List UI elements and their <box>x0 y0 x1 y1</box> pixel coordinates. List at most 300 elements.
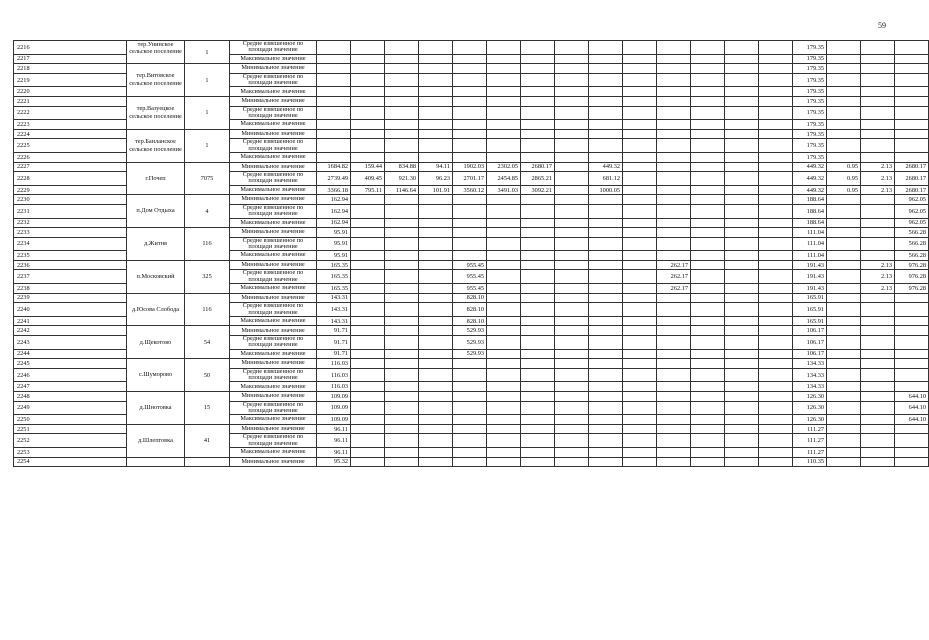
value-cell <box>861 54 895 64</box>
value-cell <box>827 336 861 350</box>
value-cell <box>657 457 691 467</box>
value-cell: 1000.05 <box>589 185 623 195</box>
value-cell <box>521 284 555 294</box>
value-cell <box>351 251 385 261</box>
value-cell <box>453 54 487 64</box>
value-cell <box>827 326 861 336</box>
value-cell <box>623 457 657 467</box>
value-cell <box>419 401 453 415</box>
value-cell <box>895 152 929 162</box>
value-cell <box>623 73 657 87</box>
value-cell <box>453 251 487 261</box>
value-cell <box>589 359 623 369</box>
value-cell <box>419 64 453 74</box>
value-cell <box>827 392 861 402</box>
location-cell: тер.Унинское сельское поселение <box>127 41 185 64</box>
value-cell <box>385 204 419 218</box>
value-cell <box>623 434 657 448</box>
value-cell: 2.13 <box>861 284 895 294</box>
value-cell <box>691 204 725 218</box>
value-cell <box>555 139 589 153</box>
value-cell <box>555 349 589 359</box>
value-cell <box>419 129 453 139</box>
value-cell: 529.93 <box>453 349 487 359</box>
value-cell <box>691 336 725 350</box>
value-cell <box>555 106 589 120</box>
value-cell <box>385 401 419 415</box>
value-cell <box>487 392 521 402</box>
row-number-cell: 2221 <box>14 96 127 106</box>
value-cell <box>759 434 793 448</box>
value-cell <box>725 336 759 350</box>
value-cell <box>487 270 521 284</box>
value-cell <box>351 129 385 139</box>
value-cell <box>555 270 589 284</box>
value-cell <box>555 424 589 434</box>
data-table <box>13 40 929 467</box>
value-cell <box>827 218 861 228</box>
value-cell <box>521 129 555 139</box>
value-cell <box>385 152 419 162</box>
value-cell <box>691 41 725 55</box>
value-cell <box>657 382 691 392</box>
value-cell <box>861 457 895 467</box>
value-cell <box>657 434 691 448</box>
value-cell <box>759 251 793 261</box>
value-cell <box>317 54 351 64</box>
value-cell <box>657 41 691 55</box>
row-number-cell: 2219 <box>14 73 127 87</box>
value-type-cell: Минимальное значение <box>230 129 317 139</box>
value-cell: 165.35 <box>317 284 351 294</box>
value-cell: 2680.17 <box>521 162 555 172</box>
value-cell <box>657 87 691 97</box>
value-type-cell: Минимальное значение <box>230 64 317 74</box>
value-cell <box>385 96 419 106</box>
value-cell <box>419 424 453 434</box>
value-cell <box>385 270 419 284</box>
value-cell: 566.28 <box>895 237 929 251</box>
value-cell <box>589 87 623 97</box>
value-cell <box>725 87 759 97</box>
value-cell <box>521 54 555 64</box>
value-cell <box>827 368 861 382</box>
value-cell <box>623 129 657 139</box>
value-cell <box>385 457 419 467</box>
value-cell <box>657 359 691 369</box>
value-cell <box>521 270 555 284</box>
value-cell <box>351 293 385 303</box>
value-cell: 681.12 <box>589 172 623 186</box>
population-cell: 15 <box>185 392 230 425</box>
value-cell <box>623 284 657 294</box>
value-cell <box>691 237 725 251</box>
value-cell <box>589 415 623 425</box>
value-cell <box>827 129 861 139</box>
value-cell <box>861 447 895 457</box>
value-cell <box>419 336 453 350</box>
value-cell <box>317 41 351 55</box>
value-cell: 111.04 <box>793 228 827 238</box>
value-cell <box>623 336 657 350</box>
value-cell <box>827 401 861 415</box>
value-cell <box>861 41 895 55</box>
value-cell <box>759 303 793 317</box>
value-cell <box>691 368 725 382</box>
value-cell <box>385 64 419 74</box>
value-cell <box>385 434 419 448</box>
value-cell <box>521 139 555 153</box>
value-cell <box>555 96 589 106</box>
value-cell <box>759 293 793 303</box>
value-cell <box>827 120 861 130</box>
value-cell: 962.05 <box>895 218 929 228</box>
value-cell <box>351 54 385 64</box>
row-number-cell: 2225 <box>14 139 127 153</box>
value-cell <box>385 237 419 251</box>
value-cell <box>861 293 895 303</box>
value-cell <box>555 434 589 448</box>
value-cell <box>861 336 895 350</box>
value-cell: 179.35 <box>793 41 827 55</box>
value-cell <box>827 106 861 120</box>
value-cell <box>453 457 487 467</box>
value-cell <box>419 349 453 359</box>
value-cell <box>487 64 521 74</box>
value-cell <box>691 284 725 294</box>
value-cell: 2680.17 <box>895 185 929 195</box>
value-cell: 1684.82 <box>317 162 351 172</box>
value-cell <box>487 382 521 392</box>
value-cell <box>725 120 759 130</box>
value-cell <box>385 284 419 294</box>
value-cell: 3560.12 <box>453 185 487 195</box>
value-cell <box>895 349 929 359</box>
value-cell: 955.45 <box>453 284 487 294</box>
table-row <box>14 195 929 205</box>
value-cell: 143.31 <box>317 303 351 317</box>
value-cell <box>521 303 555 317</box>
value-cell <box>419 382 453 392</box>
value-cell <box>623 359 657 369</box>
value-cell <box>827 195 861 205</box>
value-cell <box>419 139 453 153</box>
value-cell <box>521 349 555 359</box>
value-cell <box>521 368 555 382</box>
value-cell <box>555 326 589 336</box>
value-cell <box>759 120 793 130</box>
value-cell <box>657 218 691 228</box>
value-cell <box>691 326 725 336</box>
value-cell <box>555 228 589 238</box>
value-cell <box>589 284 623 294</box>
value-cell <box>453 237 487 251</box>
value-cell: 955.45 <box>453 260 487 270</box>
value-cell <box>351 87 385 97</box>
value-cell <box>487 284 521 294</box>
population-cell: 116 <box>185 293 230 326</box>
value-type-cell: Минимальное значение <box>230 457 317 467</box>
value-cell <box>419 204 453 218</box>
value-type-cell: Минимальное значение <box>230 228 317 238</box>
value-cell <box>895 139 929 153</box>
value-cell <box>351 447 385 457</box>
value-cell <box>351 106 385 120</box>
value-cell <box>725 434 759 448</box>
value-type-cell: Максимальное значение <box>230 87 317 97</box>
value-cell <box>385 41 419 55</box>
value-type-cell: Минимальное значение <box>230 195 317 205</box>
value-cell <box>555 218 589 228</box>
value-cell <box>691 129 725 139</box>
value-cell <box>861 303 895 317</box>
location-cell: тер.Витовское сельское поселение <box>127 64 185 97</box>
value-cell <box>419 260 453 270</box>
value-cell: 96.11 <box>317 424 351 434</box>
population-cell: 1 <box>185 129 230 162</box>
value-cell <box>419 195 453 205</box>
value-cell <box>861 316 895 326</box>
value-cell <box>487 41 521 55</box>
table-row <box>14 392 929 402</box>
value-cell <box>453 382 487 392</box>
location-cell: п.Московский <box>127 260 185 293</box>
value-cell <box>725 228 759 238</box>
value-cell: 109.09 <box>317 392 351 402</box>
value-cell <box>453 368 487 382</box>
value-cell <box>589 349 623 359</box>
value-cell <box>895 106 929 120</box>
value-cell: 179.35 <box>793 96 827 106</box>
value-cell: 179.35 <box>793 54 827 64</box>
value-cell <box>657 96 691 106</box>
value-cell <box>453 96 487 106</box>
value-cell <box>691 172 725 186</box>
row-number-cell: 2234 <box>14 237 127 251</box>
row-number-cell: 2227 <box>14 162 127 172</box>
value-cell <box>521 392 555 402</box>
value-cell <box>623 152 657 162</box>
value-cell: 165.35 <box>317 270 351 284</box>
value-cell <box>657 106 691 120</box>
value-cell: 188.64 <box>793 218 827 228</box>
value-cell <box>861 382 895 392</box>
value-cell: 134.33 <box>793 368 827 382</box>
value-cell <box>759 41 793 55</box>
value-cell: 111.27 <box>793 434 827 448</box>
value-cell <box>691 73 725 87</box>
population-cell: 1 <box>185 41 230 64</box>
value-cell <box>861 251 895 261</box>
value-cell: 94.11 <box>419 162 453 172</box>
value-cell <box>487 106 521 120</box>
location-cell: д.Шлепговка <box>127 424 185 457</box>
value-cell <box>895 336 929 350</box>
value-cell <box>657 172 691 186</box>
value-cell <box>589 237 623 251</box>
value-cell <box>589 96 623 106</box>
location-cell: тер.Вазуецкое сельское поселение <box>127 96 185 129</box>
value-cell <box>555 185 589 195</box>
value-cell <box>759 237 793 251</box>
value-cell <box>827 284 861 294</box>
value-cell <box>453 204 487 218</box>
value-cell <box>691 270 725 284</box>
value-cell <box>555 457 589 467</box>
table-row <box>14 64 929 74</box>
value-cell <box>521 251 555 261</box>
value-cell <box>623 54 657 64</box>
value-cell <box>725 218 759 228</box>
value-cell: 179.35 <box>793 120 827 130</box>
value-cell <box>725 415 759 425</box>
value-cell <box>589 326 623 336</box>
value-cell <box>691 218 725 228</box>
value-cell: 179.35 <box>793 73 827 87</box>
value-type-cell: Минимальное значение <box>230 424 317 434</box>
value-type-cell: Средне взвешенное по площади значение <box>230 139 317 153</box>
value-cell <box>453 228 487 238</box>
value-cell: 91.71 <box>317 349 351 359</box>
value-cell <box>725 185 759 195</box>
value-cell <box>827 349 861 359</box>
value-cell <box>827 87 861 97</box>
value-cell <box>555 251 589 261</box>
value-cell <box>691 359 725 369</box>
value-cell <box>419 73 453 87</box>
value-cell <box>555 447 589 457</box>
value-cell <box>725 326 759 336</box>
value-cell: 96.11 <box>317 434 351 448</box>
value-cell <box>487 316 521 326</box>
table-row <box>14 293 929 303</box>
value-cell <box>555 41 589 55</box>
value-cell <box>759 87 793 97</box>
value-cell <box>351 457 385 467</box>
value-cell <box>623 237 657 251</box>
population-cell: 54 <box>185 326 230 359</box>
value-cell <box>351 228 385 238</box>
value-cell <box>861 359 895 369</box>
value-cell <box>555 172 589 186</box>
value-cell <box>623 349 657 359</box>
value-cell <box>487 424 521 434</box>
value-cell: 2865.21 <box>521 172 555 186</box>
value-cell <box>623 96 657 106</box>
row-number-cell: 2222 <box>14 106 127 120</box>
value-cell: 116.03 <box>317 368 351 382</box>
value-cell <box>827 96 861 106</box>
value-cell: 262.17 <box>657 270 691 284</box>
value-cell <box>419 457 453 467</box>
value-cell <box>759 415 793 425</box>
value-cell <box>691 139 725 153</box>
row-number-cell: 2226 <box>14 152 127 162</box>
value-cell: 976.28 <box>895 284 929 294</box>
value-cell <box>453 152 487 162</box>
value-type-cell: Минимальное значение <box>230 326 317 336</box>
value-cell <box>589 457 623 467</box>
value-cell <box>725 73 759 87</box>
value-cell <box>419 120 453 130</box>
value-cell <box>385 218 419 228</box>
value-cell <box>521 457 555 467</box>
value-cell <box>895 359 929 369</box>
value-cell <box>725 237 759 251</box>
value-cell <box>589 382 623 392</box>
value-cell <box>759 401 793 415</box>
value-cell <box>623 204 657 218</box>
value-cell: 2.13 <box>861 172 895 186</box>
value-cell: 165.35 <box>317 260 351 270</box>
value-cell <box>895 64 929 74</box>
value-cell: 2680.17 <box>895 162 929 172</box>
value-type-cell: Средне взвешенное по площади значение <box>230 237 317 251</box>
value-cell: 179.35 <box>793 106 827 120</box>
value-cell <box>351 284 385 294</box>
population-cell: 1 <box>185 64 230 97</box>
value-cell <box>725 303 759 317</box>
value-cell <box>385 195 419 205</box>
value-cell <box>589 424 623 434</box>
value-cell <box>521 106 555 120</box>
value-cell <box>725 359 759 369</box>
value-cell: 110.35 <box>793 457 827 467</box>
value-cell <box>521 382 555 392</box>
value-cell <box>487 96 521 106</box>
value-cell <box>861 415 895 425</box>
value-cell <box>657 195 691 205</box>
value-cell <box>385 260 419 270</box>
value-cell <box>589 434 623 448</box>
value-cell <box>759 73 793 87</box>
value-cell <box>691 87 725 97</box>
value-cell <box>317 87 351 97</box>
value-cell: 106.17 <box>793 336 827 350</box>
value-cell: 0.95 <box>827 185 861 195</box>
row-number-cell: 2217 <box>14 54 127 64</box>
value-cell <box>385 424 419 434</box>
value-cell <box>351 260 385 270</box>
value-cell <box>385 87 419 97</box>
value-cell <box>657 447 691 457</box>
value-cell <box>691 260 725 270</box>
value-cell <box>827 73 861 87</box>
value-cell <box>759 195 793 205</box>
value-cell <box>521 64 555 74</box>
value-cell <box>419 228 453 238</box>
value-cell <box>351 349 385 359</box>
row-number-cell: 2220 <box>14 87 127 97</box>
value-cell <box>725 195 759 205</box>
value-cell <box>419 415 453 425</box>
value-cell <box>691 96 725 106</box>
value-type-cell: Максимальное значение <box>230 284 317 294</box>
value-cell <box>827 434 861 448</box>
value-cell <box>895 96 929 106</box>
value-cell: 529.93 <box>453 326 487 336</box>
value-cell <box>895 457 929 467</box>
row-number-cell: 2218 <box>14 64 127 74</box>
value-cell <box>351 368 385 382</box>
value-cell <box>521 120 555 130</box>
value-cell <box>725 152 759 162</box>
value-cell: 179.35 <box>793 152 827 162</box>
value-cell <box>895 424 929 434</box>
value-cell <box>589 293 623 303</box>
value-cell <box>521 96 555 106</box>
location-cell: д.Житня <box>127 228 185 261</box>
